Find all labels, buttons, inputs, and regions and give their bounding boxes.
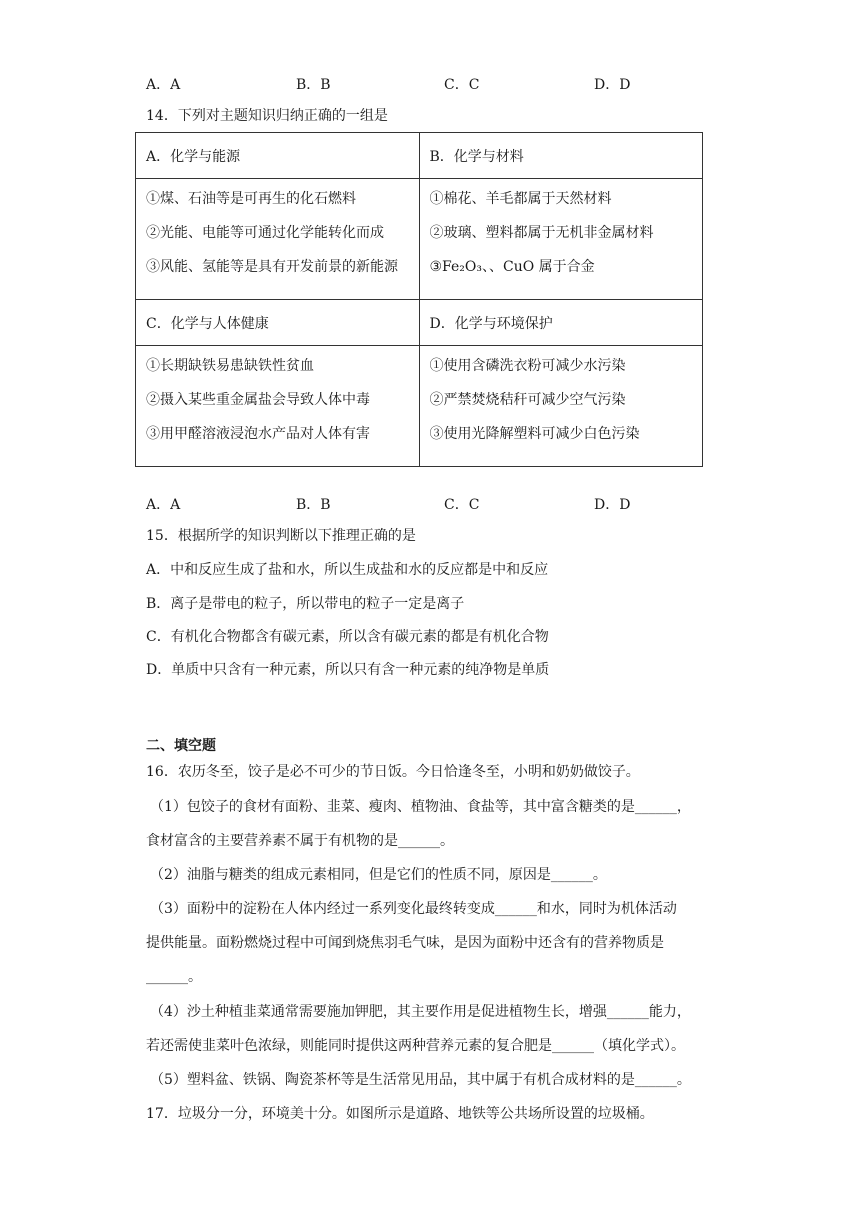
q16-line-2: 食材富含的主要营养素不属于有机物的是______。 <box>146 833 454 849</box>
b-item-3: ③Fe₂O₃、、CuO 属于合金 <box>429 259 595 275</box>
d-item-1: ①使用含磷洗衣粉可减少水污染 <box>429 358 626 374</box>
q15-stem: 15．根据所学的知识判断以下推理正确的是 <box>146 528 416 544</box>
q16-line-6: ______。 <box>146 969 202 985</box>
option-c: C．C <box>444 497 480 513</box>
d-item-2: ②严禁焚烧秸秆可减少空气污染 <box>429 392 626 408</box>
option-a: A．A <box>146 497 181 513</box>
q16-line-5: 提供能量。面粉燃烧过程中可闻到烧焦羽毛气味，是因为面粉中还含有的营养物质是 <box>146 935 664 951</box>
option-b: B．B <box>296 497 331 513</box>
q15-option-a: A．中和反应生成了盐和水，所以生成盐和水的反应都是中和反应 <box>146 562 549 578</box>
d-item-3: ③使用光降解塑料可减少白色污染 <box>429 426 640 442</box>
q17-stem: 17．垃圾分一分，环境美十分。如图所示是道路、地铁等公共场所设置的垃圾桶。 <box>146 1106 654 1122</box>
cell-a-title: A．化学与能源 <box>136 133 420 179</box>
q14-options <box>146 494 706 514</box>
q16-line-3: （2）油脂与糖类的组成元素相同，但是它们的性质不同，原因是______。 <box>150 867 607 883</box>
q16-line-7: （4）沙土种植韭菜通常需要施加钾肥，其主要作用是促进植物生长，增强______能力， <box>150 1004 691 1020</box>
q16-stem: 16．农历冬至，饺子是必不可少的节日饭。今日恰逢冬至，小明和奶奶做饺子。 <box>146 764 640 780</box>
cell-a-items <box>136 179 420 300</box>
q14-stem: 14．下列对主题知识归纳正确的一组是 <box>146 108 388 124</box>
b-item-1: ①棉花、羊毛都属于天然材料 <box>429 191 612 207</box>
q16-line-8: 若还需使韭菜叶色浓绿，则能同时提供这两种营养元素的复合肥是______（填化学式）。 <box>146 1038 685 1054</box>
a-item-2: ②光能、电能等可通过化学能转化而成 <box>146 225 384 241</box>
cell-b-items <box>419 179 703 300</box>
b-item-2: ②玻璃、塑料都属于无机非金属材料 <box>429 225 654 241</box>
option-d: D．D <box>594 77 631 93</box>
c-item-3: ③用甲醛溶液浸泡水产品对人体有害 <box>146 426 370 442</box>
option-a: A．A <box>146 77 181 93</box>
option-b: B．B <box>296 77 331 93</box>
cell-d-items <box>419 346 703 467</box>
c-item-2: ②摄入某些重金属盐会导致人体中毒 <box>146 392 370 408</box>
a-item-1: ①煤、石油等是可再生的化石燃料 <box>146 191 356 207</box>
cell-c-items <box>136 346 420 467</box>
option-d: D．D <box>594 497 631 513</box>
cell-b-title: B．化学与材料 <box>419 133 703 179</box>
a-item-3: ③风能、氢能等是具有开发前景的新能源 <box>146 259 398 275</box>
section-heading: 二、填空题 <box>146 738 216 754</box>
q15-option-c: C．有机化合物都含有碳元素，所以含有碳元素的都是有机化合物 <box>146 629 549 645</box>
q16-line-1: （1）包饺子的食材有面粉、韭菜、瘦肉、植物油、食盐等，其中富含糖类的是______， <box>150 799 691 815</box>
q15-option-b: B．离子是带电的粒子，所以带电的粒子一定是离子 <box>146 596 465 612</box>
c-item-1: ①长期缺铁易患缺铁性贫血 <box>146 358 314 374</box>
cell-c-title: C．化学与人体健康 <box>136 300 420 346</box>
q16-line-4: （3）面粉中的淀粉在人体内经过一系列变化最终转变成______和水，同时为机体活动 <box>150 901 677 917</box>
q16-line-9: （5）塑料盆、铁锅、陶瓷茶杯等是生活常见用品，其中属于有机合成材料的是______。 <box>150 1072 691 1088</box>
q14-knowledge-table <box>135 132 703 467</box>
q13-options <box>146 74 706 94</box>
q15-option-d: D．单质中只含有一种元素，所以只有含一种元素的纯净物是单质 <box>146 662 550 678</box>
option-c: C．C <box>444 77 480 93</box>
cell-d-title: D．化学与环境保护 <box>419 300 703 346</box>
